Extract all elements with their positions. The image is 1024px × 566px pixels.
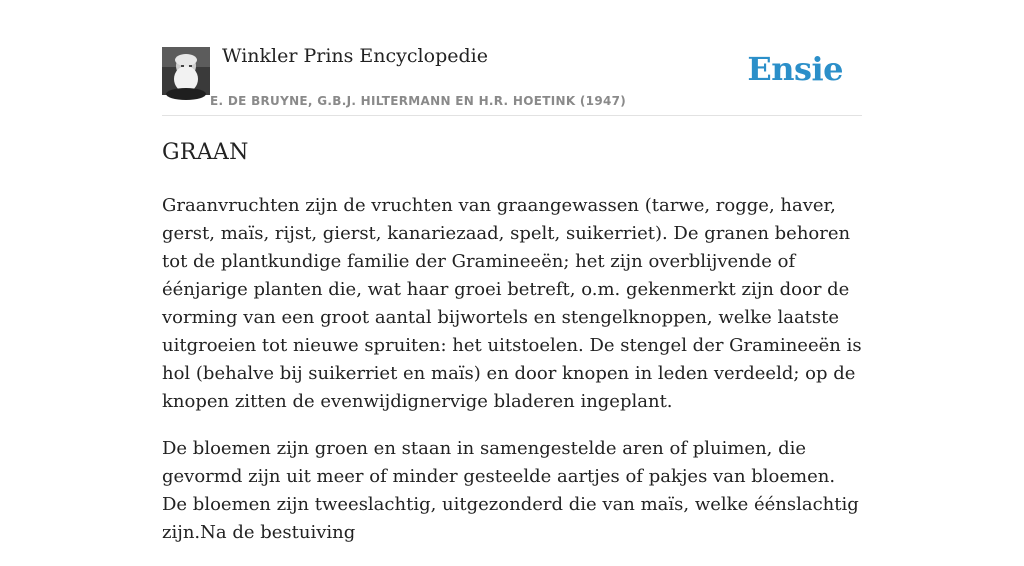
- article-title: GRAAN: [162, 140, 249, 165]
- article-paragraph: De bloemen zijn groen en staan in samengestelde aren of pluimen, die gevormd zijn uit meer of minder gesteelde aartjes of pakjes van bloemen. De bloemen zijn tweeslachtig, uitgezonderd die van maïs, welke éénslachtig zijn.Na de bestuiving: [162, 438, 859, 543]
- article-body: [162, 192, 862, 566]
- source-title[interactable]: Winkler Prins Encyclopedie: [222, 45, 488, 67]
- source-header: [162, 0, 862, 116]
- author-avatar[interactable]: [162, 47, 210, 95]
- portrait-icon: [162, 47, 210, 95]
- content-container: [162, 0, 862, 543]
- article-paragraph: Graanvruchten zijn de vruchten van graangewassen (tarwe, rogge, haver, gerst, maïs, rijst, gierst, kanariezaad, spelt, suikerriet). De granen behoren tot de plantkundige familie der Gramineeën; het zijn overblijvende of éénjarige planten die, wat haar groei betreft, o.m. gekenmerkt zijn door de vorming van een groot aantal bijwortels en stengelknoppen, welke laatste uitgroeien tot nieuwe spruiten: het uitstoelen. De stengel der Gramineeën is hol (behalve bij suikerriet en maïs) en door knopen in leden verdeeld; op de knopen zitten de evenwijdignervige bladeren ingeplant.: [162, 195, 862, 412]
- brand-logo[interactable]: Ensie: [747, 50, 843, 88]
- source-authors: E. DE BRUYNE, G.B.J. HILTERMANN EN H.R. HOETINK (1947): [210, 94, 627, 108]
